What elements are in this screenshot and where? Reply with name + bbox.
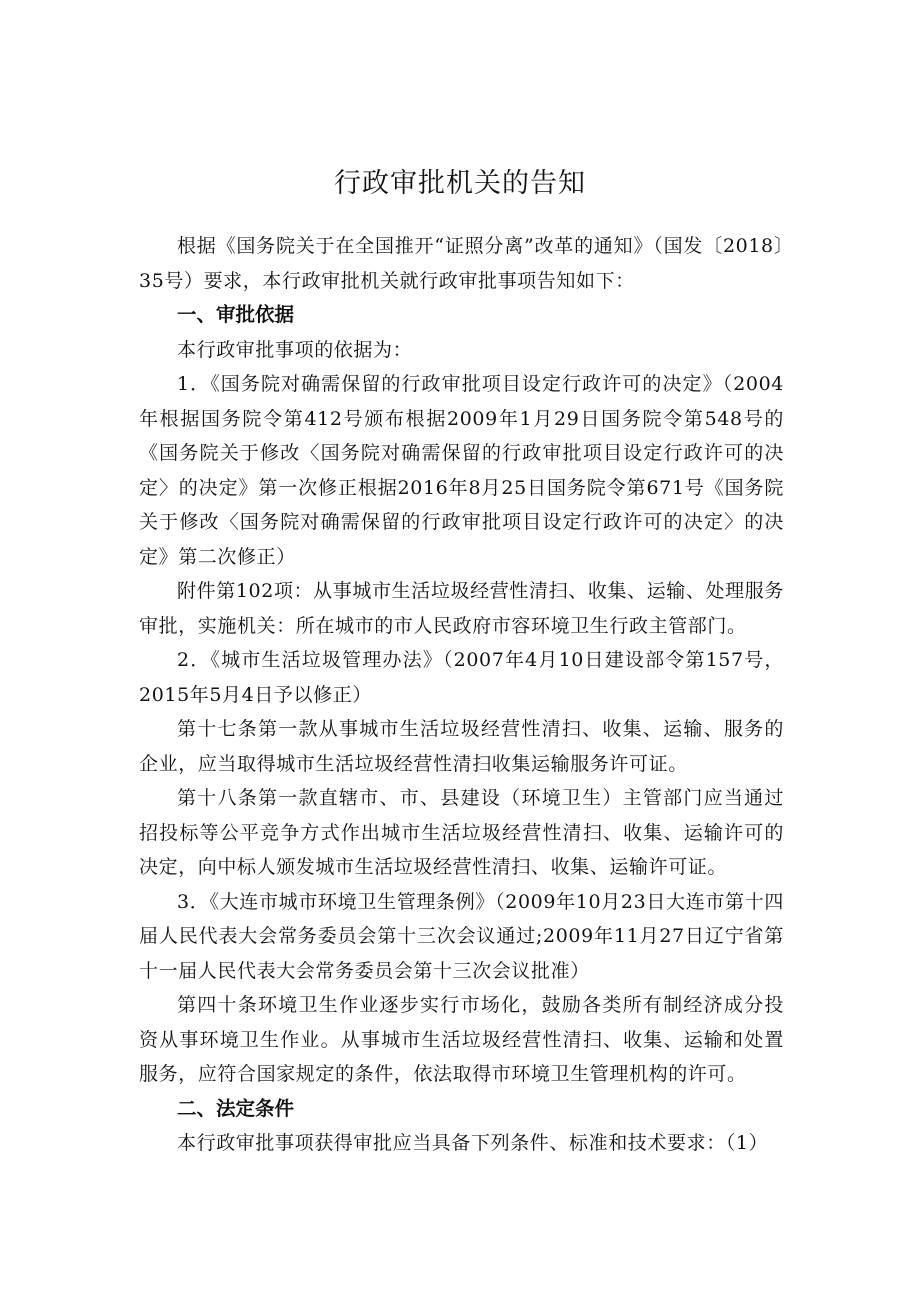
basis-item-1: 1．《国务院对确需保留的行政审批项目设定行政许可的决定》（2004年根据国务院令第412号颁布根据2009年1月29日国务院令第548号的《国务院关于修改〈国务院对确需保留的行政审批项目设定行政许可的决定〉的决定》第一次修正根据2016年8月25日国务院令第671号《国务院关于修改〈国务院对确需保留的行政审批项目设定行政许可的决定〉的决定》第二次修正） [139,373,784,568]
section-heading-basis: 一、审批依据 [177,303,295,326]
basis-item-2-article-18: 第十八条第一款直辖市、市、县建设（环境卫生）主管部门应当通过招投标等公平竞争方式作出城市生活垃圾经营性清扫、收集、运输许可的决定，向中标人颁发城市生活垃圾经营性清扫、收集、运输许可证。 [139,787,784,878]
conditions-intro-paragraph: 本行政审批事项获得审批应当具备下列条件、标准和技术要求：（1） [177,1132,769,1154]
basis-item-3: 3．《大连市城市环境卫生管理条例》（2009年10月23日大连市第十四届人民代表大会常务委员会第十三次会议通过;2009年11月27日辽宁省第十一届人民代表大会常务委员会第十三次会议批准） [139,890,784,982]
document-title: 行政审批机关的告知 [334,168,586,199]
basis-intro-paragraph: 本行政审批事项的依据为： [177,338,413,361]
basis-item-1-annex: 附件第102项：从事城市生活垃圾经营性清扫、收集、运输、处理服务审批，实施机关：所在城市的市人民政府市容环境卫生行政主管部门。 [139,580,784,637]
section-heading-conditions: 二、法定条件 [177,1096,295,1120]
basis-item-2-article-17: 第十七条第一款从事城市生活垃圾经营性清扫、收集、运输、服务的企业，应当取得城市生活垃圾经营性清扫收集运输服务许可证。 [139,718,784,775]
document-body [139,229,784,1161]
intro-paragraph: 根据《国务院关于在全国推开“证照分离”改革的通知》（国发〔2018〕35号）要求，本行政审批机关就行政审批事项告知如下： [139,235,784,292]
basis-item-3-article-40: 第四十条环境卫生作业逐步实行市场化，鼓励各类所有制经济成分投资从事环境卫生作业。从事城市生活垃圾经营性清扫、收集、运输和处置服务，应符合国家规定的条件，依法取得市环境卫生管理机构的许可。 [139,994,784,1085]
basis-item-2: 2．《城市生活垃圾管理办法》（2007年4月10日建设部令第157号，2015年5月4日予以修正） [139,649,784,706]
